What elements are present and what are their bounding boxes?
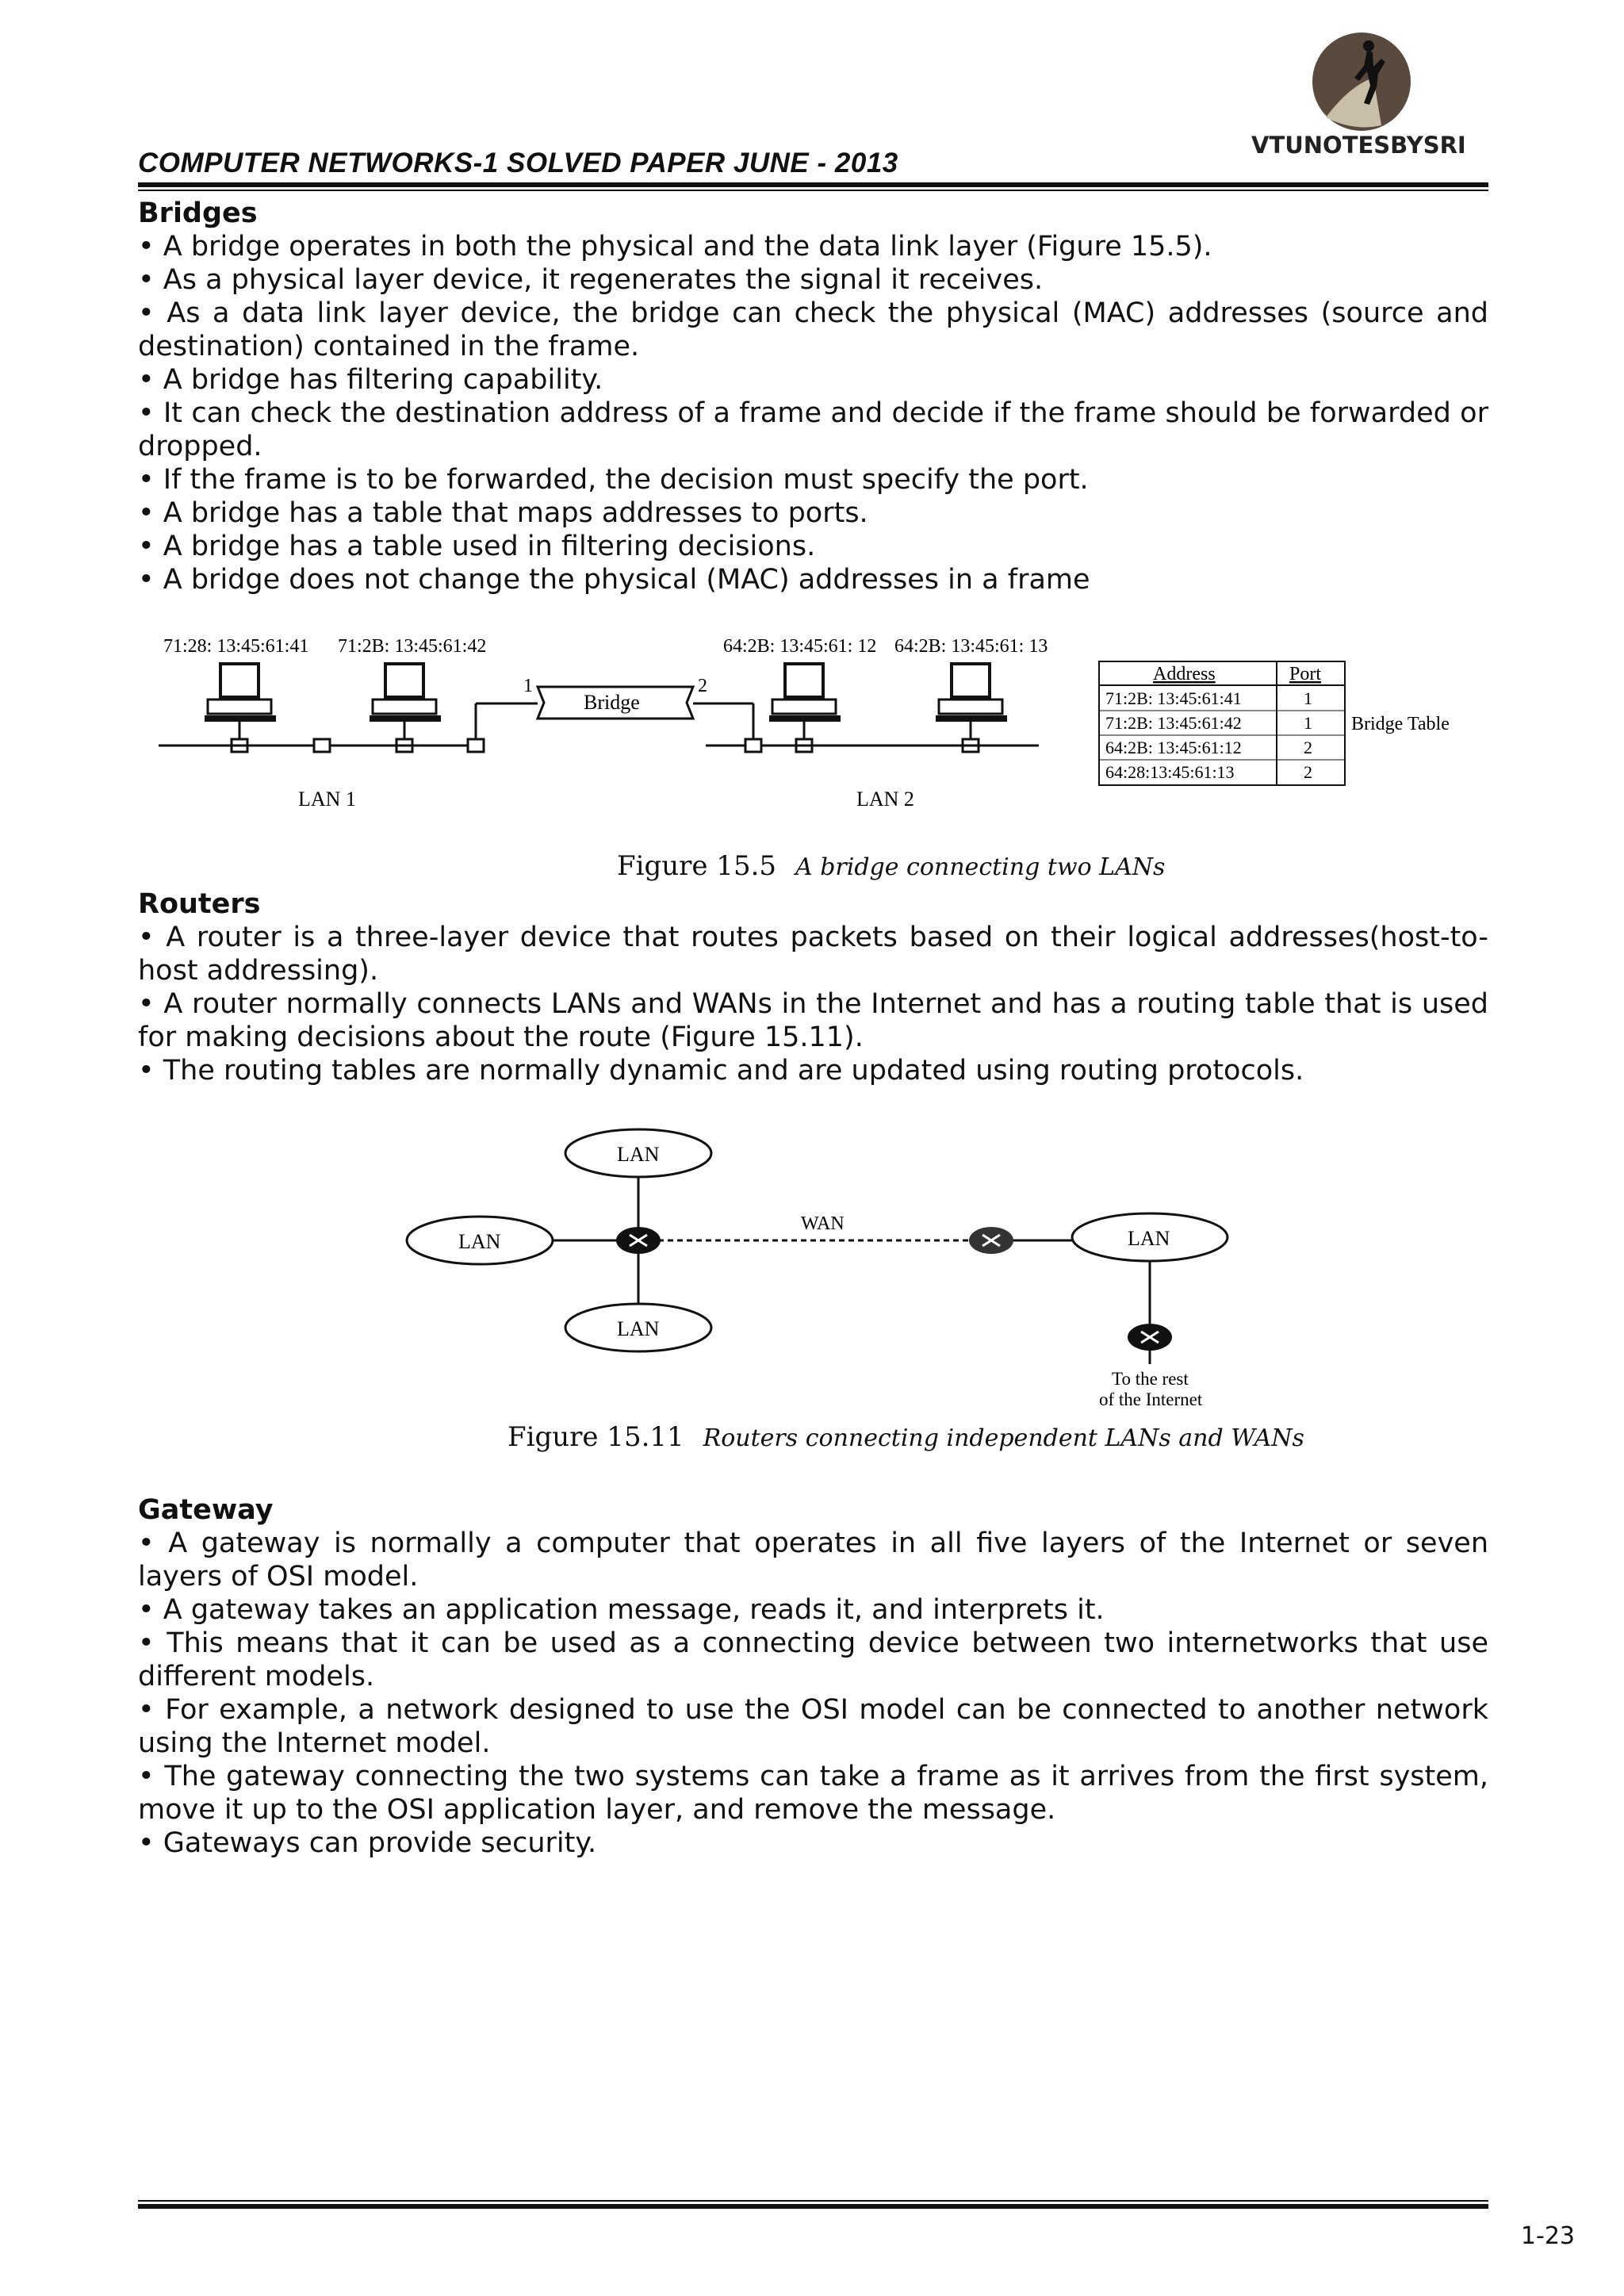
bridges-bullet: • A bridge has a table used in filtering decisions.: [138, 531, 816, 562]
gateway-bullet: • The gateway connecting the two systems can take a frame as it arrives from the first system, move it up to the OSI application layer, and remove the message.: [138, 1761, 1488, 1826]
footer-rule-thick: [138, 2204, 1488, 2209]
wan-label: WAN: [801, 1213, 845, 1234]
host-address: 71:28: 13:45:61:41: [163, 636, 309, 657]
bridges-bullet: • It can check the destination address of a frame and decide if the frame should be forwarded or dropped.: [138, 397, 1488, 462]
lan-label: LAN 2: [856, 788, 914, 811]
rest-of-internet-label: of the Internet: [1099, 1389, 1203, 1409]
host-address: 64:2B: 13:45:61: 13: [894, 636, 1048, 657]
footer-rule-thin: [138, 2200, 1488, 2202]
gateway-heading: Gateway: [138, 1494, 274, 1526]
router-icon: [969, 1227, 1013, 1254]
table-label: Bridge Table: [1351, 714, 1450, 734]
computer-icon: [205, 664, 276, 752]
computer-icon: [370, 664, 441, 752]
climber-logo: [1310, 30, 1413, 133]
gateway-bullet: • Gateways can provide security.: [138, 1827, 597, 1859]
bridges-bullet: • As a data link layer device, the bridge can check the physical (MAC) addresses (source and destination) contained in the frame.: [138, 297, 1488, 362]
header-rule-thick: [138, 182, 1488, 187]
host-address: 64:2B: 13:45:61: 12: [723, 636, 877, 657]
table-cell: 71:2B: 13:45:61:42: [1105, 713, 1242, 733]
table-cell: 2: [1304, 738, 1312, 757]
computer-icon: [936, 664, 1007, 752]
bridge-table: [1099, 661, 1345, 785]
routers-bullet: • A router is a three-layer device that routes packets based on their logical addresses(host-to-host addressing).: [138, 922, 1488, 987]
bridges-bullet: • As a physical layer device, it regenerates the signal it receives.: [138, 264, 1044, 296]
table-cell: 71:2B: 13:45:61:41: [1105, 688, 1242, 708]
gateway-bullet: • For example, a network designed to use the OSI model can be connected to another network using the Internet model.: [138, 1694, 1488, 1759]
gateway-bullet: • This means that it can be used as a connecting device between two internetworks that use different models.: [138, 1627, 1488, 1692]
lan-label: LAN 1: [298, 788, 356, 811]
table-cell: 64:2B: 13:45:61:12: [1105, 738, 1242, 757]
port-label: 2: [698, 676, 707, 696]
table-cell: 64:28:13:45:61:13: [1105, 762, 1235, 782]
table-cell: 1: [1304, 688, 1312, 708]
gateway-section: [138, 1493, 1488, 1860]
routers-section: [138, 887, 1488, 1087]
page-number: 1-23: [1520, 2222, 1575, 2250]
rest-of-internet-label: To the rest: [1112, 1369, 1189, 1389]
figure-caption: [508, 1421, 1304, 1453]
router-icon: [616, 1227, 661, 1254]
caption-description: A bridge connecting two LANs: [795, 853, 1166, 881]
caption-number: Figure 15.11: [508, 1421, 684, 1453]
bridges-bullet: • A bridge operates in both the physical and the data link layer (Figure 15.5).: [138, 231, 1212, 263]
caption-number: Figure 15.5: [617, 850, 777, 882]
table-cell: 1: [1304, 713, 1312, 733]
caption-description: Routers connecting independent LANs and WANs: [703, 1424, 1304, 1452]
bridge-label: Bridge: [584, 691, 640, 714]
router-icon: [1128, 1324, 1172, 1351]
routers-heading: Routers: [138, 888, 261, 920]
figure-caption: [617, 850, 1165, 882]
routers-bullet: • A router normally connects LANs and WANs in the Internet and has a routing table that is used for making decisions about the route (Figure 15.11).: [138, 988, 1488, 1053]
routers-bullet: • The routing tables are normally dynamic and are updated using routing protocols.: [138, 1055, 1304, 1087]
bridges-bullet: • A bridge does not change the physical (MAC) addresses in a frame: [138, 564, 1090, 596]
bridges-heading: Bridges: [138, 197, 258, 229]
port-label: 1: [523, 676, 533, 696]
lan-label: LAN: [1128, 1227, 1170, 1250]
lan-label: LAN: [617, 1317, 660, 1340]
lan-label: LAN: [458, 1230, 501, 1253]
computer-icon: [769, 664, 841, 752]
bridges-bullet: • If the frame is to be forwarded, the decision must specify the port.: [138, 464, 1089, 496]
table-cell: 2: [1304, 762, 1312, 782]
bridges-bullet: • A bridge has a table that maps addresses to ports.: [138, 497, 868, 529]
host-address: 71:2B: 13:45:61:42: [338, 636, 487, 657]
figure-router-diagram: [396, 1118, 1269, 1420]
figure-bridge-diagram: [151, 628, 1499, 834]
table-header: Port: [1289, 664, 1322, 684]
brand-name: VTUNOTESBYSRI: [1251, 132, 1466, 159]
bridges-bullet: • A bridge has filtering capability.: [138, 364, 603, 396]
gateway-bullet: • A gateway is normally a computer that operates in all five layers of the Internet or seven layers of OSI model.: [138, 1527, 1488, 1593]
lan-label: LAN: [617, 1143, 660, 1166]
table-header: Address: [1153, 664, 1216, 684]
document-title: COMPUTER NETWORKS-1 SOLVED PAPER JUNE - 2013: [138, 148, 898, 178]
bridges-section: [138, 197, 1488, 596]
header-rule-thin: [138, 190, 1488, 191]
gateway-bullet: • A gateway takes an application message, reads it, and interprets it.: [138, 1594, 1105, 1626]
